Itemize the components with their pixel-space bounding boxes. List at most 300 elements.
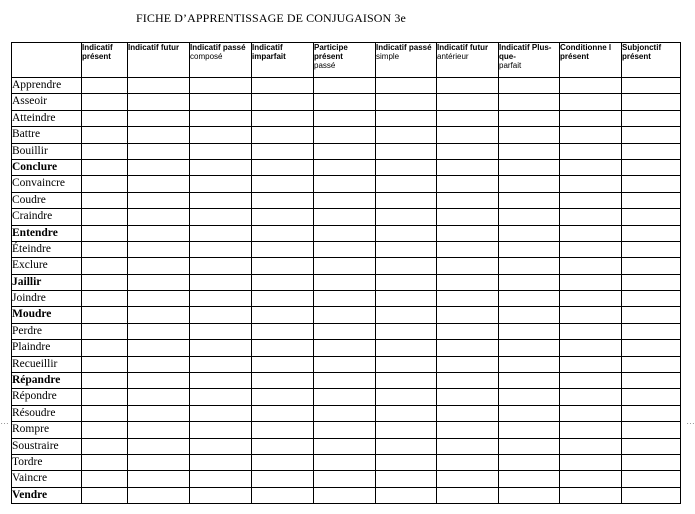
answer-cell[interactable] [622, 487, 681, 503]
answer-cell[interactable] [560, 340, 622, 356]
answer-cell[interactable] [376, 356, 437, 372]
answer-cell[interactable] [622, 258, 681, 274]
answer-cell[interactable] [314, 307, 376, 323]
answer-cell[interactable] [560, 94, 622, 110]
answer-cell[interactable] [82, 94, 128, 110]
table-row [12, 209, 681, 225]
answer-cell[interactable] [128, 274, 190, 290]
answer-cell[interactable] [622, 209, 681, 225]
answer-cell[interactable] [560, 192, 622, 208]
answer-cell[interactable] [128, 78, 190, 94]
answer-cell[interactable] [190, 405, 252, 421]
answer-cell[interactable] [82, 471, 128, 487]
answer-cell[interactable] [437, 389, 499, 405]
answer-cell[interactable] [622, 159, 681, 175]
answer-cell[interactable] [437, 307, 499, 323]
answer-cell[interactable] [560, 209, 622, 225]
answer-cell[interactable] [622, 143, 681, 159]
answer-cell[interactable] [190, 487, 252, 503]
answer-cell[interactable] [437, 241, 499, 257]
answer-cell[interactable] [190, 454, 252, 470]
answer-cell[interactable] [437, 258, 499, 274]
answer-cell[interactable] [190, 471, 252, 487]
answer-cell[interactable] [437, 94, 499, 110]
verb-label: Résoudre [12, 405, 82, 421]
answer-cell[interactable] [314, 373, 376, 389]
answer-cell[interactable] [499, 373, 560, 389]
answer-cell[interactable] [128, 291, 190, 307]
answer-cell[interactable] [82, 127, 128, 143]
answer-cell[interactable] [437, 225, 499, 241]
verb-label: Plaindre [12, 340, 82, 356]
answer-cell[interactable] [252, 389, 314, 405]
answer-cell[interactable] [560, 373, 622, 389]
answer-cell[interactable] [314, 78, 376, 94]
answer-cell[interactable] [499, 159, 560, 175]
answer-cell[interactable] [376, 258, 437, 274]
answer-cell[interactable] [190, 422, 252, 438]
answer-cell[interactable] [499, 225, 560, 241]
answer-cell[interactable] [376, 471, 437, 487]
column-header-sub: composé [190, 52, 223, 61]
answer-cell[interactable] [252, 225, 314, 241]
answer-cell[interactable] [560, 405, 622, 421]
answer-cell[interactable] [252, 159, 314, 175]
answer-cell[interactable] [190, 78, 252, 94]
answer-cell[interactable] [376, 454, 437, 470]
answer-cell[interactable] [499, 143, 560, 159]
answer-cell[interactable] [560, 438, 622, 454]
answer-cell[interactable] [499, 258, 560, 274]
answer-cell[interactable] [128, 258, 190, 274]
answer-cell[interactable] [252, 373, 314, 389]
table-row [12, 356, 681, 372]
answer-cell[interactable] [560, 225, 622, 241]
answer-cell[interactable] [560, 291, 622, 307]
answer-cell[interactable] [499, 471, 560, 487]
answer-cell[interactable] [376, 110, 437, 126]
answer-cell[interactable] [128, 209, 190, 225]
answer-cell[interactable] [82, 389, 128, 405]
answer-cell[interactable] [190, 110, 252, 126]
answer-cell[interactable] [622, 291, 681, 307]
answer-cell[interactable] [376, 159, 437, 175]
answer-cell[interactable] [376, 192, 437, 208]
answer-cell[interactable] [622, 438, 681, 454]
table-row [12, 373, 681, 389]
answer-cell[interactable] [190, 209, 252, 225]
answer-cell[interactable] [82, 78, 128, 94]
answer-cell[interactable] [314, 274, 376, 290]
table-row [12, 471, 681, 487]
table-row [12, 307, 681, 323]
answer-cell[interactable] [128, 487, 190, 503]
answer-cell[interactable] [622, 127, 681, 143]
header-row [12, 43, 681, 78]
answer-cell[interactable] [314, 258, 376, 274]
answer-cell[interactable] [499, 110, 560, 126]
answer-cell[interactable] [252, 291, 314, 307]
answer-cell[interactable] [314, 159, 376, 175]
answer-cell[interactable] [128, 373, 190, 389]
answer-cell[interactable] [314, 209, 376, 225]
answer-cell[interactable] [499, 323, 560, 339]
verb-label: Soustraire [12, 438, 82, 454]
verb-label: Craindre [12, 209, 82, 225]
answer-cell[interactable] [499, 422, 560, 438]
answer-cell[interactable] [376, 389, 437, 405]
answer-cell[interactable] [622, 471, 681, 487]
answer-cell[interactable] [622, 422, 681, 438]
answer-cell[interactable] [252, 454, 314, 470]
answer-cell[interactable] [622, 176, 681, 192]
answer-cell[interactable] [128, 94, 190, 110]
answer-cell[interactable] [82, 373, 128, 389]
answer-cell[interactable] [128, 405, 190, 421]
answer-cell[interactable] [82, 356, 128, 372]
column-header [499, 43, 560, 78]
table-row [12, 323, 681, 339]
answer-cell[interactable] [622, 389, 681, 405]
answer-cell[interactable] [560, 422, 622, 438]
answer-cell[interactable] [376, 94, 437, 110]
verb-label: Vaincre [12, 471, 82, 487]
answer-cell[interactable] [499, 438, 560, 454]
answer-cell[interactable] [499, 487, 560, 503]
table-row [12, 258, 681, 274]
answer-cell[interactable] [376, 225, 437, 241]
verb-label: Battre [12, 127, 82, 143]
answer-cell[interactable] [82, 258, 128, 274]
answer-cell[interactable] [128, 356, 190, 372]
answer-cell[interactable] [376, 438, 437, 454]
answer-cell[interactable] [560, 127, 622, 143]
answer-cell[interactable] [252, 340, 314, 356]
table-row [12, 110, 681, 126]
answer-cell[interactable] [437, 291, 499, 307]
answer-cell[interactable] [560, 110, 622, 126]
answer-cell[interactable] [622, 241, 681, 257]
answer-cell[interactable] [437, 274, 499, 290]
table-row [12, 176, 681, 192]
answer-cell[interactable] [82, 307, 128, 323]
answer-cell[interactable] [252, 176, 314, 192]
answer-cell[interactable] [82, 159, 128, 175]
column-header-main: Subjonctif présent [622, 43, 662, 61]
answer-cell[interactable] [376, 274, 437, 290]
answer-cell[interactable] [82, 487, 128, 503]
answer-cell[interactable] [190, 291, 252, 307]
answer-cell[interactable] [128, 340, 190, 356]
answer-cell[interactable] [128, 159, 190, 175]
answer-cell[interactable] [437, 340, 499, 356]
answer-cell[interactable] [190, 438, 252, 454]
answer-cell[interactable] [437, 176, 499, 192]
answer-cell[interactable] [314, 422, 376, 438]
answer-cell[interactable] [314, 291, 376, 307]
answer-cell[interactable] [437, 405, 499, 421]
answer-cell[interactable] [437, 143, 499, 159]
answer-cell[interactable] [314, 143, 376, 159]
answer-cell[interactable] [437, 110, 499, 126]
verb-label: Jaillir [12, 274, 82, 290]
answer-cell[interactable] [190, 373, 252, 389]
answer-cell[interactable] [190, 258, 252, 274]
column-header [252, 43, 314, 78]
table-row [12, 487, 681, 503]
answer-cell[interactable] [314, 94, 376, 110]
answer-cell[interactable] [560, 176, 622, 192]
answer-cell[interactable] [622, 373, 681, 389]
answer-cell[interactable] [128, 241, 190, 257]
answer-cell[interactable] [376, 307, 437, 323]
answer-cell[interactable] [82, 176, 128, 192]
answer-cell[interactable] [82, 422, 128, 438]
answer-cell[interactable] [314, 127, 376, 143]
answer-cell[interactable] [314, 389, 376, 405]
column-header-main: Indicatif Plus-que- [499, 43, 552, 61]
answer-cell[interactable] [252, 143, 314, 159]
answer-cell[interactable] [128, 422, 190, 438]
answer-cell[interactable] [560, 159, 622, 175]
answer-cell[interactable] [82, 110, 128, 126]
verb-label: Recueillir [12, 356, 82, 372]
answer-cell[interactable] [437, 438, 499, 454]
answer-cell[interactable] [560, 471, 622, 487]
margin-mark-left: … [0, 416, 9, 426]
answer-cell[interactable] [376, 323, 437, 339]
answer-cell[interactable] [128, 389, 190, 405]
answer-cell[interactable] [128, 143, 190, 159]
answer-cell[interactable] [376, 209, 437, 225]
answer-cell[interactable] [622, 94, 681, 110]
answer-cell[interactable] [252, 274, 314, 290]
answer-cell[interactable] [252, 192, 314, 208]
answer-cell[interactable] [128, 323, 190, 339]
answer-cell[interactable] [622, 78, 681, 94]
answer-cell[interactable] [252, 241, 314, 257]
answer-cell[interactable] [622, 110, 681, 126]
answer-cell[interactable] [82, 209, 128, 225]
table-row [12, 422, 681, 438]
answer-cell[interactable] [190, 356, 252, 372]
answer-cell[interactable] [437, 127, 499, 143]
answer-cell[interactable] [314, 438, 376, 454]
answer-cell[interactable] [82, 225, 128, 241]
answer-cell[interactable] [622, 225, 681, 241]
column-header-main: Indicatif futur [128, 43, 180, 52]
column-header-main: Indicatif passé [376, 43, 432, 52]
answer-cell[interactable] [252, 307, 314, 323]
column-header-main: Conditionne l présent [560, 43, 612, 61]
answer-cell[interactable] [82, 143, 128, 159]
answer-cell[interactable] [499, 356, 560, 372]
answer-cell[interactable] [314, 471, 376, 487]
answer-cell[interactable] [314, 241, 376, 257]
answer-cell[interactable] [190, 241, 252, 257]
answer-cell[interactable] [128, 127, 190, 143]
verb-label: Exclure [12, 258, 82, 274]
answer-cell[interactable] [190, 176, 252, 192]
answer-cell[interactable] [499, 307, 560, 323]
answer-cell[interactable] [437, 356, 499, 372]
answer-cell[interactable] [376, 487, 437, 503]
answer-cell[interactable] [82, 405, 128, 421]
answer-cell[interactable] [499, 94, 560, 110]
answer-cell[interactable] [560, 258, 622, 274]
answer-cell[interactable] [190, 389, 252, 405]
answer-cell[interactable] [314, 340, 376, 356]
column-header [128, 43, 190, 78]
answer-cell[interactable] [314, 454, 376, 470]
answer-cell[interactable] [128, 176, 190, 192]
answer-cell[interactable] [252, 405, 314, 421]
answer-cell[interactable] [622, 274, 681, 290]
answer-cell[interactable] [128, 192, 190, 208]
answer-cell[interactable] [376, 340, 437, 356]
answer-cell[interactable] [252, 127, 314, 143]
answer-cell[interactable] [560, 143, 622, 159]
answer-cell[interactable] [190, 159, 252, 175]
answer-cell[interactable] [82, 454, 128, 470]
answer-cell[interactable] [499, 209, 560, 225]
answer-cell[interactable] [82, 323, 128, 339]
answer-cell[interactable] [560, 454, 622, 470]
answer-cell[interactable] [437, 78, 499, 94]
column-header [314, 43, 376, 78]
answer-cell[interactable] [128, 454, 190, 470]
worksheet-title: FICHE D’APPRENTISSAGE DE CONJUGAISON 3e [136, 11, 406, 25]
answer-cell[interactable] [314, 487, 376, 503]
answer-cell[interactable] [252, 471, 314, 487]
answer-cell[interactable] [560, 241, 622, 257]
answer-cell[interactable] [499, 274, 560, 290]
answer-cell[interactable] [437, 422, 499, 438]
answer-cell[interactable] [499, 176, 560, 192]
answer-cell[interactable] [82, 291, 128, 307]
answer-cell[interactable] [376, 405, 437, 421]
answer-cell[interactable] [437, 323, 499, 339]
answer-cell[interactable] [314, 192, 376, 208]
answer-cell[interactable] [190, 274, 252, 290]
answer-cell[interactable] [499, 405, 560, 421]
answer-cell[interactable] [376, 422, 437, 438]
answer-cell[interactable] [499, 127, 560, 143]
answer-cell[interactable] [190, 323, 252, 339]
answer-cell[interactable] [560, 356, 622, 372]
answer-cell[interactable] [128, 307, 190, 323]
answer-cell[interactable] [252, 110, 314, 126]
column-header [190, 43, 252, 78]
answer-cell[interactable] [376, 176, 437, 192]
answer-cell[interactable] [622, 307, 681, 323]
margin-mark-right: … [686, 416, 695, 426]
answer-cell[interactable] [190, 192, 252, 208]
answer-cell[interactable] [622, 323, 681, 339]
answer-cell[interactable] [437, 487, 499, 503]
answer-cell[interactable] [252, 487, 314, 503]
answer-cell[interactable] [560, 78, 622, 94]
answer-cell[interactable] [437, 373, 499, 389]
answer-cell[interactable] [252, 323, 314, 339]
answer-cell[interactable] [252, 78, 314, 94]
answer-cell[interactable] [190, 307, 252, 323]
answer-cell[interactable] [314, 323, 376, 339]
verb-label: Répandre [12, 373, 82, 389]
column-header-sub: parfait [499, 61, 522, 70]
column-header-main: Indicatif présent [82, 43, 113, 61]
answer-cell[interactable] [437, 454, 499, 470]
answer-cell[interactable] [499, 192, 560, 208]
answer-cell[interactable] [190, 94, 252, 110]
answer-cell[interactable] [82, 340, 128, 356]
answer-cell[interactable] [128, 438, 190, 454]
answer-cell[interactable] [376, 241, 437, 257]
answer-cell[interactable] [622, 192, 681, 208]
answer-cell[interactable] [128, 225, 190, 241]
answer-cell[interactable] [622, 454, 681, 470]
answer-cell[interactable] [190, 127, 252, 143]
answer-cell[interactable] [82, 241, 128, 257]
answer-cell[interactable] [560, 323, 622, 339]
answer-cell[interactable] [128, 110, 190, 126]
answer-cell[interactable] [376, 143, 437, 159]
answer-cell[interactable] [376, 291, 437, 307]
answer-cell[interactable] [437, 159, 499, 175]
answer-cell[interactable] [252, 209, 314, 225]
answer-cell[interactable] [499, 389, 560, 405]
answer-cell[interactable] [314, 405, 376, 421]
answer-cell[interactable] [437, 192, 499, 208]
answer-cell[interactable] [314, 110, 376, 126]
answer-cell[interactable] [499, 78, 560, 94]
answer-cell[interactable] [82, 438, 128, 454]
answer-cell[interactable] [314, 356, 376, 372]
verb-label: Conclure [12, 159, 82, 175]
answer-cell[interactable] [314, 176, 376, 192]
answer-cell[interactable] [252, 94, 314, 110]
answer-cell[interactable] [190, 225, 252, 241]
answer-cell[interactable] [252, 438, 314, 454]
answer-cell[interactable] [376, 78, 437, 94]
answer-cell[interactable] [82, 192, 128, 208]
answer-cell[interactable] [499, 291, 560, 307]
answer-cell[interactable] [560, 487, 622, 503]
answer-cell[interactable] [560, 389, 622, 405]
answer-cell[interactable] [560, 274, 622, 290]
answer-cell[interactable] [499, 454, 560, 470]
answer-cell[interactable] [82, 274, 128, 290]
answer-cell[interactable] [622, 356, 681, 372]
answer-cell[interactable] [437, 471, 499, 487]
answer-cell[interactable] [376, 127, 437, 143]
answer-cell[interactable] [376, 373, 437, 389]
answer-cell[interactable] [560, 307, 622, 323]
answer-cell[interactable] [499, 340, 560, 356]
answer-cell[interactable] [252, 356, 314, 372]
table-row [12, 340, 681, 356]
answer-cell[interactable] [190, 143, 252, 159]
answer-cell[interactable] [128, 471, 190, 487]
answer-cell[interactable] [499, 241, 560, 257]
answer-cell[interactable] [314, 225, 376, 241]
answer-cell[interactable] [437, 209, 499, 225]
answer-cell[interactable] [622, 405, 681, 421]
answer-cell[interactable] [252, 258, 314, 274]
answer-cell[interactable] [622, 340, 681, 356]
answer-cell[interactable] [252, 422, 314, 438]
answer-cell[interactable] [190, 340, 252, 356]
